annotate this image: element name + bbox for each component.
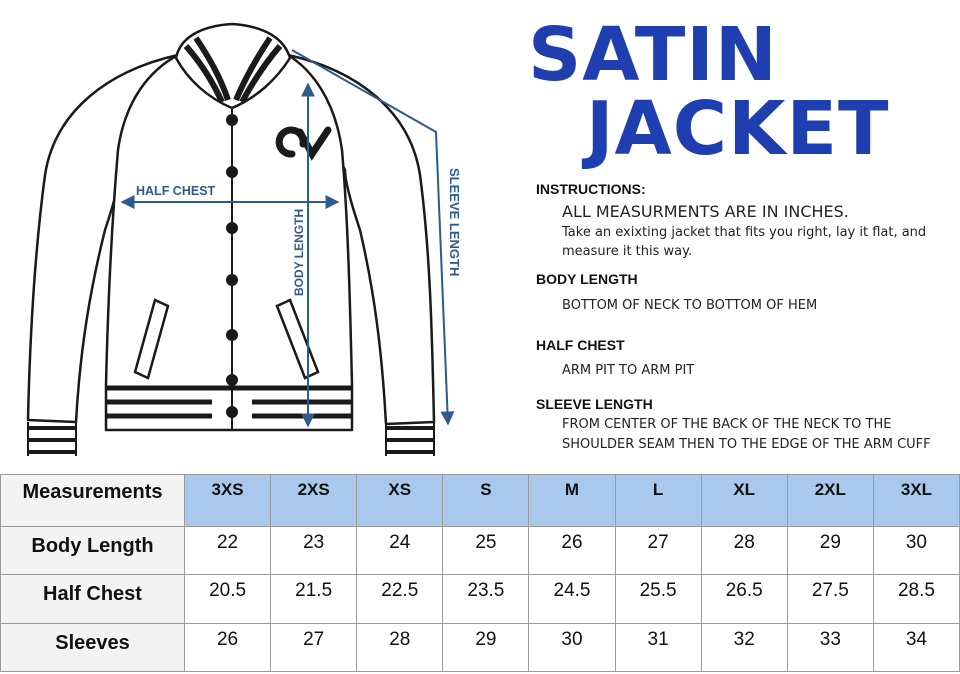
tip-line-1: Take an exixting jacket that fits you right, lay it flat, and xyxy=(562,225,927,240)
half-chest-text: ARM PIT TO ARM PIT xyxy=(562,363,695,378)
button xyxy=(226,274,238,286)
table-cell: 27 xyxy=(615,527,701,575)
button xyxy=(226,222,238,234)
body-length-heading: BODY LENGTH xyxy=(536,271,638,287)
all-inches-note: ALL MEASURMENTS ARE IN INCHES. xyxy=(562,202,849,221)
table-cell: 21.5 xyxy=(271,575,357,623)
title-line-2: JACKET xyxy=(586,86,890,172)
size-header: 2XL xyxy=(787,475,873,527)
table-cell: 28.5 xyxy=(873,575,959,623)
table-cell: 26.5 xyxy=(701,575,787,623)
table-cell: 24.5 xyxy=(529,575,615,623)
size-header-row xyxy=(1,475,960,527)
measurements-header: Measurements xyxy=(1,475,185,527)
size-header: 3XL xyxy=(873,475,959,527)
body-length-label: BODY LENGTH xyxy=(292,208,306,296)
table-cell: 20.5 xyxy=(185,575,271,623)
button xyxy=(226,114,238,126)
table-cell: 28 xyxy=(357,623,443,671)
row-label: Sleeves xyxy=(1,623,185,671)
table-cell: 27 xyxy=(271,623,357,671)
button xyxy=(226,166,238,178)
title-line-1: SATIN xyxy=(528,12,778,98)
table-cell: 32 xyxy=(701,623,787,671)
size-header: XL xyxy=(701,475,787,527)
table-cell: 29 xyxy=(787,527,873,575)
table-row xyxy=(1,575,960,623)
half-chest-heading: HALF CHEST xyxy=(536,337,625,353)
table-cell: 23.5 xyxy=(443,575,529,623)
sleeve-length-label: SLEEVE LENGTH xyxy=(447,168,462,277)
size-header: 2XS xyxy=(271,475,357,527)
size-header: L xyxy=(615,475,701,527)
button xyxy=(226,374,238,386)
body-length-text: BOTTOM OF NECK TO BOTTOM OF HEM xyxy=(562,298,818,313)
button xyxy=(226,329,238,341)
row-label: Body Length xyxy=(1,527,185,575)
table-cell: 28 xyxy=(701,527,787,575)
table-cell: 26 xyxy=(529,527,615,575)
size-header: XS xyxy=(357,475,443,527)
table-cell: 31 xyxy=(615,623,701,671)
table-cell: 25.5 xyxy=(615,575,701,623)
size-header: 3XS xyxy=(185,475,271,527)
row-label: Half Chest xyxy=(1,575,185,623)
table-cell: 23 xyxy=(271,527,357,575)
instructions-heading: INSTRUCTIONS: xyxy=(536,181,646,197)
table-cell: 30 xyxy=(873,527,959,575)
table-row xyxy=(1,527,960,575)
sleeve-length-heading: SLEEVE LENGTH xyxy=(536,396,653,412)
tip-line-2: measure it this way. xyxy=(562,244,693,259)
table-cell: 25 xyxy=(443,527,529,575)
table-cell: 33 xyxy=(787,623,873,671)
table-cell: 24 xyxy=(357,527,443,575)
sleeve-length-text-2: SHOULDER SEAM THEN TO THE EDGE OF THE ARM CUFF xyxy=(562,437,931,452)
table-cell: 22.5 xyxy=(357,575,443,623)
table-cell: 22 xyxy=(185,527,271,575)
table-cell: 26 xyxy=(185,623,271,671)
size-header: M xyxy=(529,475,615,527)
table-cell: 30 xyxy=(529,623,615,671)
table-cell: 34 xyxy=(873,623,959,671)
half-chest-label: HALF CHEST xyxy=(136,184,216,198)
jacket-diagram xyxy=(0,0,520,470)
size-header: S xyxy=(443,475,529,527)
table-cell: 29 xyxy=(443,623,529,671)
size-chart-table xyxy=(0,474,960,672)
table-row xyxy=(1,623,960,671)
table-cell: 27.5 xyxy=(787,575,873,623)
sleeve-length-text-1: FROM CENTER OF THE BACK OF THE NECK TO THE xyxy=(562,417,892,432)
button xyxy=(226,406,238,418)
